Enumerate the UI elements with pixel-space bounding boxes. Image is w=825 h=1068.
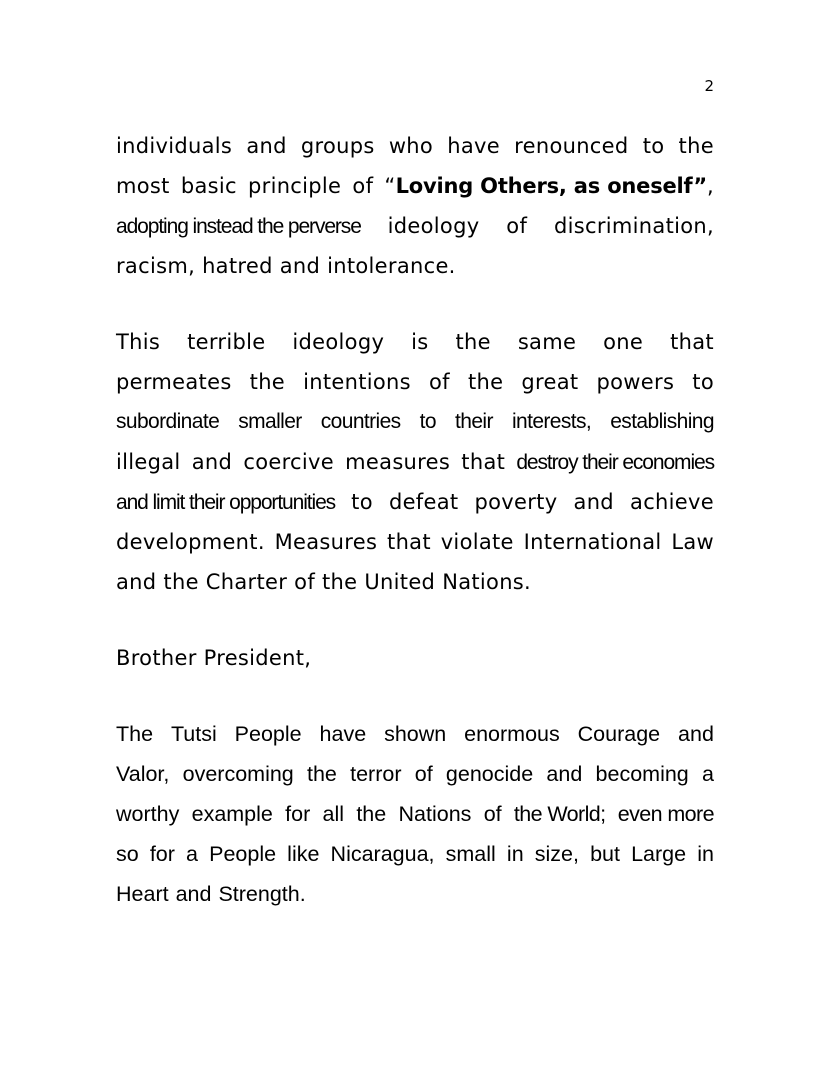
- text-line: [116, 246, 714, 286]
- word: is: [411, 330, 429, 354]
- word: one: [603, 330, 644, 354]
- word: and: [279, 254, 321, 278]
- word: and: [246, 134, 287, 158]
- word: but: [590, 842, 620, 866]
- text-line: [116, 442, 714, 482]
- word: People: [234, 722, 302, 746]
- word: Large: [631, 842, 687, 866]
- word: basic: [180, 174, 237, 198]
- word: that: [461, 450, 506, 474]
- word: example: [191, 802, 273, 826]
- word: so: [116, 842, 139, 866]
- word: enormous: [464, 722, 560, 746]
- word: the: [163, 570, 199, 594]
- word: the: [467, 370, 504, 394]
- word: all: [322, 802, 345, 826]
- text-line: [116, 754, 714, 794]
- word: permeates: [116, 370, 232, 394]
- paragraph: [116, 126, 714, 286]
- word: illegal: [116, 450, 181, 474]
- word: of: [414, 762, 433, 786]
- word: intolerance.: [327, 254, 456, 278]
- text-line: [116, 638, 714, 678]
- word: terrible: [187, 330, 266, 354]
- word: the: [356, 802, 387, 826]
- word: and: [191, 450, 233, 474]
- word: smaller: [238, 410, 302, 433]
- bold-quote: “Loving Others, as oneself”,: [384, 174, 714, 198]
- word: and: [546, 762, 583, 786]
- word: terror: [350, 762, 402, 786]
- word: countries: [320, 410, 401, 433]
- word: for: [149, 842, 175, 866]
- word: Nicaragua,: [330, 842, 435, 866]
- word-group: the World;: [513, 802, 606, 826]
- word: measures: [345, 450, 451, 474]
- text-line: [116, 362, 714, 402]
- text-line: [116, 834, 714, 874]
- word: Tutsi: [170, 722, 217, 746]
- word: the: [678, 134, 714, 158]
- page-number: 2: [704, 77, 714, 95]
- word: that: [670, 330, 714, 354]
- word: International: [523, 530, 662, 554]
- word: shown: [384, 722, 447, 746]
- word: to: [351, 490, 373, 514]
- text-line: [116, 874, 714, 914]
- word: the: [455, 330, 491, 354]
- word: Nations.: [442, 570, 532, 594]
- word: Courage: [577, 722, 661, 746]
- word: powers: [596, 370, 675, 394]
- word: have: [447, 134, 500, 158]
- word: intentions: [303, 370, 411, 394]
- word: who: [388, 134, 434, 158]
- bold-phrase: Loving Others, as oneself”: [395, 174, 707, 198]
- word: renounced: [514, 134, 629, 158]
- text-line: [116, 402, 714, 442]
- word: defeat: [388, 490, 459, 514]
- word: small: [445, 842, 496, 866]
- word-group: adopting instead the perverse: [116, 215, 361, 238]
- word: a: [702, 762, 714, 786]
- word: their: [455, 410, 493, 433]
- word: and: [116, 570, 157, 594]
- word: and: [678, 722, 714, 746]
- word: discrimination,: [554, 214, 714, 238]
- word: and: [175, 882, 212, 906]
- word: of: [294, 570, 316, 594]
- word: Measures: [274, 530, 378, 554]
- word-group: destroy their economies: [516, 451, 714, 474]
- word: The: [116, 722, 154, 746]
- word: Heart: [116, 882, 169, 906]
- word: People: [209, 842, 277, 866]
- word: principle: [248, 174, 342, 198]
- word: same: [517, 330, 577, 354]
- word: subordinate: [116, 410, 220, 433]
- word: a: [186, 842, 198, 866]
- word: violate: [440, 530, 514, 554]
- text-line: [116, 522, 714, 562]
- word: and: [573, 490, 614, 514]
- word: Nations: [398, 802, 472, 826]
- paragraph: [116, 322, 714, 602]
- word: establishing: [610, 410, 714, 433]
- word: President,: [203, 646, 312, 670]
- word: genocide: [445, 762, 534, 786]
- word: Brother: [116, 646, 197, 670]
- text-line: [116, 794, 714, 834]
- word: groups: [300, 134, 375, 158]
- word: worthy: [116, 802, 180, 826]
- word: poverty: [474, 490, 558, 514]
- text-line: [116, 562, 714, 602]
- word-group: even more: [617, 802, 714, 826]
- text-line: [116, 126, 714, 166]
- paragraph: [116, 638, 714, 678]
- word: achieve: [630, 490, 714, 514]
- document-body: [116, 126, 714, 914]
- word: overcoming: [182, 762, 294, 786]
- paragraph: [116, 714, 714, 914]
- text-line: [116, 482, 714, 522]
- word: to: [419, 410, 436, 433]
- word: Law: [671, 530, 714, 554]
- text-line: [116, 166, 714, 206]
- word: ideology: [387, 214, 480, 238]
- text-line: [116, 714, 714, 754]
- word: ideology: [292, 330, 385, 354]
- word: of: [506, 214, 528, 238]
- word: that: [387, 530, 431, 554]
- word: to: [692, 370, 714, 394]
- word: racism,: [116, 254, 196, 278]
- word: most: [116, 174, 170, 198]
- word: the: [322, 570, 358, 594]
- word: to: [642, 134, 665, 158]
- word: This: [116, 330, 161, 354]
- word: have: [319, 722, 367, 746]
- word: coercive: [243, 450, 334, 474]
- word: Charter: [205, 570, 288, 594]
- word: hatred: [202, 254, 273, 278]
- word: becoming: [595, 762, 689, 786]
- word: of: [429, 370, 450, 394]
- word: the: [307, 762, 337, 786]
- word: interests,: [511, 410, 592, 433]
- word: for: [285, 802, 311, 826]
- text-line: [116, 322, 714, 362]
- word: in: [506, 842, 524, 866]
- word: of: [352, 174, 374, 198]
- word: Strength.: [218, 882, 306, 906]
- word: individuals: [116, 134, 233, 158]
- word: in: [697, 842, 714, 866]
- word: Valor,: [116, 762, 170, 786]
- text-line: [116, 206, 714, 246]
- word: great: [521, 370, 579, 394]
- word: United: [364, 570, 436, 594]
- word: development.: [116, 530, 265, 554]
- word: like: [287, 842, 320, 866]
- word: of: [483, 802, 502, 826]
- word: size,: [534, 842, 579, 866]
- word-group: and limit their opportunities: [116, 491, 336, 514]
- word: the: [249, 370, 286, 394]
